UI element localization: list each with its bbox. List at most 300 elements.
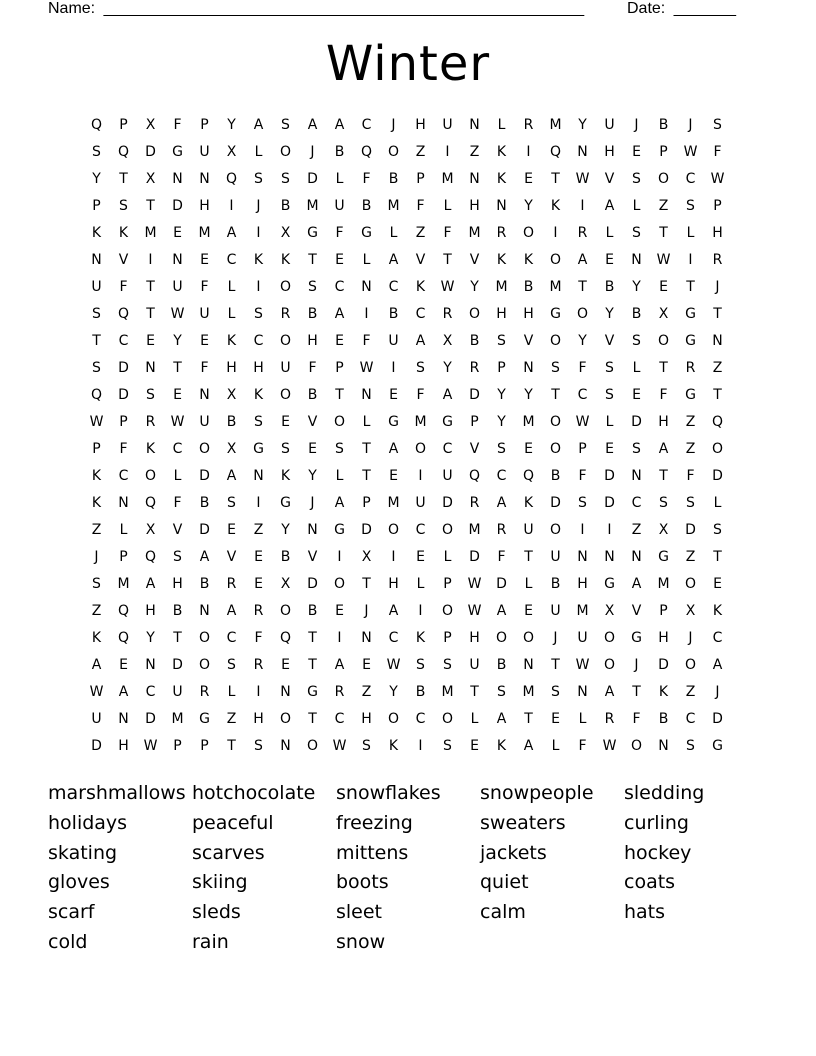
grid-letter[interactable]: B [199, 494, 210, 511]
grid-letter[interactable]: D [145, 143, 156, 160]
grid-letter[interactable]: H [307, 332, 318, 349]
grid-letter[interactable]: T [632, 683, 641, 700]
name-blank[interactable]: ______________________________________________________ [103, 0, 585, 17]
grid-letter[interactable]: U [550, 602, 561, 619]
grid-letter[interactable]: M [387, 494, 400, 511]
grid-letter[interactable]: E [227, 521, 236, 538]
grid-letter[interactable]: C [685, 710, 696, 727]
grid-letter[interactable]: F [200, 278, 209, 295]
grid-letter[interactable]: C [415, 710, 426, 727]
grid-letter[interactable]: I [418, 737, 423, 754]
grid-letter[interactable]: F [308, 359, 317, 376]
grid-letter[interactable]: S [227, 494, 236, 511]
grid-letter[interactable]: A [496, 602, 507, 619]
grid-letter[interactable]: N [172, 170, 183, 187]
grid-letter[interactable]: K [91, 494, 102, 511]
grid-letter[interactable]: F [362, 332, 371, 349]
grid-letter[interactable]: A [712, 656, 723, 673]
grid-letter[interactable]: T [146, 197, 155, 214]
grid-letter[interactable]: Y [497, 386, 506, 403]
grid-letter[interactable]: L [362, 251, 371, 268]
grid-letter[interactable]: O [279, 386, 292, 403]
grid-letter[interactable]: W [467, 602, 482, 619]
grid-letter[interactable]: O [549, 251, 562, 268]
grid-letter[interactable]: W [575, 656, 590, 673]
grid-letter[interactable]: Z [469, 143, 480, 160]
grid-letter[interactable]: F [713, 143, 722, 160]
grid-letter[interactable]: F [200, 359, 209, 376]
grid-letter[interactable]: N [469, 116, 480, 133]
grid-letter[interactable]: N [577, 683, 588, 700]
grid-letter[interactable]: F [497, 548, 506, 565]
grid-letter[interactable]: U [523, 521, 534, 538]
grid-letter[interactable]: S [632, 170, 641, 187]
grid-letter[interactable]: A [496, 494, 507, 511]
grid-letter[interactable]: D [361, 521, 372, 538]
grid-letter[interactable]: Q [90, 116, 103, 133]
grid-letter[interactable]: O [279, 332, 292, 349]
grid-letter[interactable]: B [388, 170, 399, 187]
grid-letter[interactable]: D [118, 359, 129, 376]
grid-letter[interactable]: D [604, 467, 615, 484]
grid-letter[interactable]: S [497, 683, 506, 700]
grid-letter[interactable]: D [442, 494, 453, 511]
grid-letter[interactable]: X [226, 440, 237, 457]
grid-letter[interactable]: N [361, 278, 372, 295]
grid-letter[interactable]: S [443, 656, 452, 673]
grid-letter[interactable]: S [92, 305, 101, 322]
grid-letter[interactable]: M [468, 521, 481, 538]
grid-letter[interactable]: I [148, 251, 153, 268]
grid-letter[interactable]: R [280, 305, 291, 322]
grid-letter[interactable]: D [118, 386, 129, 403]
grid-letter[interactable]: J [688, 629, 693, 646]
grid-letter[interactable]: N [199, 602, 210, 619]
grid-letter[interactable]: C [118, 332, 129, 349]
grid-letter[interactable]: S [281, 170, 290, 187]
grid-letter[interactable]: O [711, 440, 724, 457]
grid-letter[interactable]: S [551, 683, 560, 700]
grid-letter[interactable]: O [495, 629, 508, 646]
grid-letter[interactable]: U [604, 116, 615, 133]
grid-letter[interactable]: S [497, 332, 506, 349]
grid-letter[interactable]: W [602, 737, 617, 754]
grid-letter[interactable]: D [145, 710, 156, 727]
grid-letter[interactable]: Z [91, 521, 102, 538]
grid-letter[interactable]: S [281, 116, 290, 133]
grid-letter[interactable]: F [254, 629, 263, 646]
grid-letter[interactable]: G [685, 332, 696, 349]
grid-letter[interactable]: J [634, 116, 639, 133]
grid-letter[interactable]: N [577, 548, 588, 565]
grid-letter[interactable]: L [443, 197, 452, 214]
grid-letter[interactable]: N [307, 521, 318, 538]
grid-letter[interactable]: R [496, 521, 507, 538]
grid-letter[interactable]: S [551, 359, 560, 376]
grid-letter[interactable]: I [391, 548, 396, 565]
grid-letter[interactable]: A [226, 467, 237, 484]
grid-letter[interactable]: R [145, 413, 156, 430]
grid-letter[interactable]: A [388, 251, 399, 268]
grid-letter[interactable]: Y [389, 683, 398, 700]
grid-letter[interactable]: E [308, 440, 317, 457]
grid-letter[interactable]: B [307, 386, 318, 403]
grid-letter[interactable]: U [550, 548, 561, 565]
grid-letter[interactable]: J [364, 602, 369, 619]
grid-letter[interactable]: Z [91, 602, 102, 619]
grid-letter[interactable]: M [441, 170, 454, 187]
grid-letter[interactable]: C [226, 629, 237, 646]
grid-letter[interactable]: O [603, 629, 616, 646]
grid-letter[interactable]: E [632, 143, 641, 160]
grid-letter[interactable]: N [199, 386, 210, 403]
grid-letter[interactable]: K [712, 602, 723, 619]
grid-letter[interactable]: H [496, 305, 507, 322]
grid-letter[interactable]: L [632, 359, 641, 376]
grid-letter[interactable]: F [119, 440, 128, 457]
grid-letter[interactable]: E [659, 278, 668, 295]
grid-letter[interactable]: G [361, 224, 372, 241]
grid-letter[interactable]: F [173, 494, 182, 511]
grid-letter[interactable]: B [550, 575, 561, 592]
grid-letter[interactable]: I [607, 521, 612, 538]
grid-letter[interactable]: T [551, 656, 560, 673]
grid-letter[interactable]: Q [117, 305, 130, 322]
grid-letter[interactable]: G [388, 413, 399, 430]
grid-letter[interactable]: O [549, 440, 562, 457]
grid-letter[interactable]: L [605, 413, 614, 430]
grid-letter[interactable]: G [307, 683, 318, 700]
grid-letter[interactable]: C [334, 710, 345, 727]
grid-letter[interactable]: O [198, 629, 211, 646]
grid-letter[interactable]: K [496, 143, 507, 160]
grid-letter[interactable]: C [145, 683, 156, 700]
grid-letter[interactable]: P [659, 602, 668, 619]
grid-letter[interactable]: T [443, 251, 452, 268]
grid-letter[interactable]: F [578, 737, 587, 754]
grid-letter[interactable]: G [712, 737, 723, 754]
grid-letter[interactable]: G [253, 440, 264, 457]
grid-letter[interactable]: S [632, 224, 641, 241]
grid-letter[interactable]: S [443, 737, 452, 754]
grid-letter[interactable]: E [335, 602, 344, 619]
grid-letter[interactable]: G [199, 710, 210, 727]
grid-letter[interactable]: T [659, 467, 668, 484]
grid-letter[interactable]: L [173, 467, 182, 484]
grid-letter[interactable]: N [145, 656, 156, 673]
grid-letter[interactable]: X [145, 521, 156, 538]
grid-letter[interactable]: N [469, 170, 480, 187]
grid-letter[interactable]: P [443, 629, 452, 646]
grid-letter[interactable]: Z [631, 521, 642, 538]
grid-letter[interactable]: E [254, 548, 263, 565]
grid-letter[interactable]: R [199, 683, 210, 700]
grid-letter[interactable]: R [334, 683, 345, 700]
grid-letter[interactable]: M [657, 575, 670, 592]
grid-letter[interactable]: P [200, 116, 209, 133]
grid-letter[interactable]: V [631, 602, 642, 619]
grid-letter[interactable]: M [576, 602, 589, 619]
grid-letter[interactable]: L [362, 413, 371, 430]
grid-letter[interactable]: E [335, 251, 344, 268]
grid-letter[interactable]: D [685, 521, 696, 538]
grid-letter[interactable]: Q [360, 143, 373, 160]
grid-letter[interactable]: P [659, 143, 668, 160]
grid-letter[interactable]: E [713, 575, 722, 592]
grid-letter[interactable]: S [281, 440, 290, 457]
grid-letter[interactable]: L [713, 494, 722, 511]
grid-letter[interactable]: Y [92, 170, 101, 187]
grid-letter[interactable]: W [656, 251, 671, 268]
grid-letter[interactable]: L [227, 683, 236, 700]
grid-letter[interactable]: U [91, 710, 102, 727]
grid-letter[interactable]: Z [685, 440, 696, 457]
grid-letter[interactable]: E [416, 548, 425, 565]
grid-letter[interactable]: D [631, 413, 642, 430]
grid-letter[interactable]: D [172, 656, 183, 673]
grid-letter[interactable]: E [524, 602, 533, 619]
grid-letter[interactable]: E [389, 467, 398, 484]
grid-letter[interactable]: N [361, 629, 372, 646]
grid-letter[interactable]: T [713, 386, 722, 403]
grid-letter[interactable]: T [470, 683, 479, 700]
grid-letter[interactable]: Y [497, 413, 506, 430]
grid-letter[interactable]: T [173, 359, 182, 376]
grid-letter[interactable]: A [442, 386, 453, 403]
grid-letter[interactable]: M [387, 197, 400, 214]
grid-letter[interactable]: F [578, 359, 587, 376]
grid-letter[interactable]: T [308, 710, 317, 727]
grid-letter[interactable]: A [226, 602, 237, 619]
grid-letter[interactable]: H [469, 629, 480, 646]
grid-letter[interactable]: T [308, 656, 317, 673]
grid-letter[interactable]: I [418, 467, 423, 484]
grid-letter[interactable]: L [227, 305, 236, 322]
grid-letter[interactable]: U [172, 278, 183, 295]
grid-letter[interactable]: O [522, 224, 535, 241]
grid-letter[interactable]: L [335, 467, 344, 484]
grid-letter[interactable]: O [279, 278, 292, 295]
grid-letter[interactable]: G [604, 575, 615, 592]
grid-letter[interactable]: U [172, 683, 183, 700]
grid-letter[interactable]: G [442, 413, 453, 430]
grid-letter[interactable]: O [522, 629, 535, 646]
grid-letter[interactable]: K [550, 197, 561, 214]
grid-letter[interactable]: O [441, 602, 454, 619]
grid-letter[interactable]: Q [468, 467, 481, 484]
grid-letter[interactable]: S [605, 386, 614, 403]
grid-letter[interactable]: U [280, 359, 291, 376]
grid-letter[interactable]: C [415, 521, 426, 538]
grid-letter[interactable]: V [415, 251, 426, 268]
grid-letter[interactable]: T [362, 575, 371, 592]
grid-letter[interactable]: U [469, 656, 480, 673]
grid-letter[interactable]: Q [117, 629, 130, 646]
grid-letter[interactable]: K [226, 332, 237, 349]
grid-letter[interactable]: N [523, 656, 534, 673]
grid-letter[interactable]: F [335, 224, 344, 241]
grid-letter[interactable]: W [89, 413, 104, 430]
grid-letter[interactable]: F [173, 116, 182, 133]
grid-letter[interactable]: W [683, 143, 698, 160]
grid-letter[interactable]: L [470, 710, 479, 727]
grid-letter[interactable]: A [388, 602, 399, 619]
grid-letter[interactable]: D [496, 575, 507, 592]
grid-letter[interactable]: U [442, 467, 453, 484]
grid-letter[interactable]: R [253, 602, 264, 619]
grid-letter[interactable]: I [229, 197, 234, 214]
grid-letter[interactable]: M [306, 197, 319, 214]
grid-letter[interactable]: X [658, 521, 669, 538]
grid-letter[interactable]: K [91, 629, 102, 646]
grid-letter[interactable]: H [172, 575, 183, 592]
grid-letter[interactable]: C [253, 332, 264, 349]
grid-letter[interactable]: S [335, 440, 344, 457]
grid-letter[interactable]: M [549, 278, 562, 295]
grid-letter[interactable]: T [713, 548, 722, 565]
grid-letter[interactable]: F [416, 197, 425, 214]
grid-letter[interactable]: Z [658, 197, 669, 214]
grid-letter[interactable]: N [145, 359, 156, 376]
grid-letter[interactable]: O [279, 710, 292, 727]
grid-letter[interactable]: B [280, 197, 291, 214]
grid-letter[interactable]: E [119, 656, 128, 673]
grid-letter[interactable]: H [577, 575, 588, 592]
grid-letter[interactable]: W [386, 656, 401, 673]
grid-letter[interactable]: L [254, 143, 263, 160]
grid-letter[interactable]: A [658, 440, 669, 457]
grid-letter[interactable]: C [388, 629, 399, 646]
grid-letter[interactable]: K [496, 737, 507, 754]
grid-letter[interactable]: K [91, 224, 102, 241]
grid-letter[interactable]: Q [711, 413, 724, 430]
grid-letter[interactable]: R [469, 359, 480, 376]
grid-letter[interactable]: Q [117, 143, 130, 160]
grid-letter[interactable]: J [391, 116, 396, 133]
grid-letter[interactable]: S [254, 737, 263, 754]
grid-letter[interactable]: R [442, 305, 453, 322]
grid-letter[interactable]: B [469, 332, 480, 349]
grid-letter[interactable]: W [332, 737, 347, 754]
grid-letter[interactable]: N [712, 332, 723, 349]
grid-letter[interactable]: S [632, 332, 641, 349]
grid-letter[interactable]: S [713, 116, 722, 133]
grid-letter[interactable]: C [226, 251, 237, 268]
grid-letter[interactable]: W [170, 305, 185, 322]
grid-letter[interactable]: U [199, 143, 210, 160]
grid-letter[interactable]: Q [279, 629, 292, 646]
grid-letter[interactable]: E [200, 332, 209, 349]
grid-letter[interactable]: M [522, 683, 535, 700]
grid-letter[interactable]: Z [361, 683, 372, 700]
grid-letter[interactable]: L [227, 278, 236, 295]
grid-letter[interactable]: W [467, 575, 482, 592]
grid-letter[interactable]: H [226, 359, 237, 376]
grid-letter[interactable]: W [575, 413, 590, 430]
grid-letter[interactable]: S [254, 413, 263, 430]
grid-letter[interactable]: N [118, 710, 129, 727]
grid-letter[interactable]: B [550, 467, 561, 484]
grid-letter[interactable]: S [686, 494, 695, 511]
grid-letter[interactable]: P [92, 440, 101, 457]
grid-letter[interactable]: K [118, 224, 129, 241]
grid-letter[interactable]: R [604, 710, 615, 727]
grid-letter[interactable]: O [198, 440, 211, 457]
grid-letter[interactable]: N [253, 467, 264, 484]
grid-letter[interactable]: L [578, 710, 587, 727]
grid-letter[interactable]: T [119, 170, 128, 187]
grid-letter[interactable]: O [549, 413, 562, 430]
grid-letter[interactable]: V [469, 440, 480, 457]
grid-letter[interactable]: P [119, 116, 128, 133]
grid-letter[interactable]: Z [685, 683, 696, 700]
grid-letter[interactable]: R [577, 224, 588, 241]
grid-letter[interactable]: X [685, 602, 696, 619]
grid-letter[interactable]: L [551, 737, 560, 754]
grid-letter[interactable]: R [226, 575, 237, 592]
grid-letter[interactable]: H [199, 197, 210, 214]
grid-letter[interactable]: B [604, 278, 615, 295]
grid-letter[interactable]: G [334, 521, 345, 538]
grid-letter[interactable]: I [256, 494, 261, 511]
grid-letter[interactable]: D [469, 548, 480, 565]
grid-letter[interactable]: X [280, 575, 291, 592]
grid-letter[interactable]: J [310, 494, 315, 511]
grid-letter[interactable]: D [199, 521, 210, 538]
grid-letter[interactable]: D [199, 467, 210, 484]
grid-letter[interactable]: J [256, 197, 261, 214]
grid-letter[interactable]: T [551, 170, 560, 187]
grid-letter[interactable]: P [443, 575, 452, 592]
grid-letter[interactable]: H [469, 197, 480, 214]
grid-letter[interactable]: Y [578, 116, 587, 133]
grid-letter[interactable]: Q [144, 548, 157, 565]
grid-letter[interactable]: J [715, 278, 720, 295]
grid-letter[interactable]: D [712, 467, 723, 484]
grid-letter[interactable]: S [308, 278, 317, 295]
grid-letter[interactable]: B [523, 278, 534, 295]
grid-letter[interactable]: N [658, 737, 669, 754]
grid-letter[interactable]: S [227, 656, 236, 673]
grid-letter[interactable]: E [146, 332, 155, 349]
grid-letter[interactable]: O [414, 440, 427, 457]
grid-letter[interactable]: B [658, 116, 669, 133]
grid-letter[interactable]: P [119, 413, 128, 430]
grid-letter[interactable]: E [362, 656, 371, 673]
grid-letter[interactable]: M [414, 413, 427, 430]
grid-letter[interactable]: R [469, 494, 480, 511]
grid-letter[interactable]: H [361, 710, 372, 727]
grid-letter[interactable]: A [334, 656, 345, 673]
grid-letter[interactable]: E [254, 575, 263, 592]
grid-letter[interactable]: C [685, 170, 696, 187]
grid-letter[interactable]: V [307, 548, 318, 565]
grid-letter[interactable]: C [631, 494, 642, 511]
grid-letter[interactable]: Y [524, 197, 533, 214]
grid-letter[interactable]: Y [578, 332, 587, 349]
grid-letter[interactable]: E [605, 251, 614, 268]
grid-letter[interactable]: P [200, 737, 209, 754]
grid-letter[interactable]: D [658, 656, 669, 673]
grid-letter[interactable]: X [145, 116, 156, 133]
grid-letter[interactable]: W [170, 413, 185, 430]
grid-letter[interactable]: X [226, 143, 237, 160]
grid-letter[interactable]: K [388, 737, 399, 754]
grid-letter[interactable]: P [173, 737, 182, 754]
grid-letter[interactable]: S [659, 494, 668, 511]
grid-letter[interactable]: H [523, 305, 534, 322]
grid-letter[interactable]: X [226, 386, 237, 403]
